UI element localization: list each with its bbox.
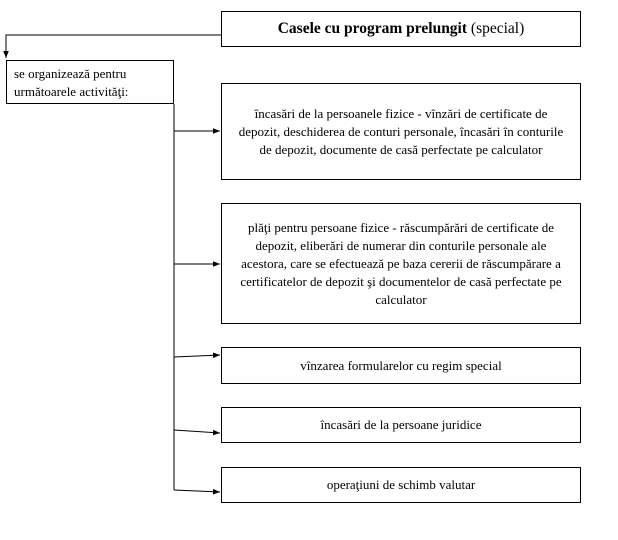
activity-text-2: plăţi pentru persoane fizice - răscumpărări de certificate de depozit, eliberări de numerar din conturile personale ale acestora, care se efectuează pe baza cererii de răscumpărare a certificatelor de depozit şi documentelor de casă perfectate pe calculator [240,219,562,307]
branch-arrow-3 [174,355,220,357]
activity-box-4 [221,407,581,443]
branch-arrow-4 [174,430,220,433]
title-bold: Casele cu program prelungit [277,20,468,37]
activity-text-1: încasări de la persoanele fizice - vînzări de certificate de depozit, deschiderea de conturi personale, încasări în conturile de depozit, documente de casă perfectate pe calculator [238,105,564,157]
activity-text-3: vînzarea formularelor cu regim special [300,357,502,373]
title-rest: (special) [467,20,525,37]
title-box [221,11,581,47]
title-text [278,20,525,38]
activity-box-5 [221,467,581,503]
branch-arrow-5 [174,490,220,492]
intro-text: se organizează pentru următoarele activităţi: [14,66,129,99]
activity-box-3 [221,347,581,384]
activity-text-4: încasări de la persoane juridice [320,417,482,432]
intro-box [6,60,174,104]
activity-text-5: operaţiuni de schimb valutar [326,477,476,492]
activity-box-1 [221,83,581,180]
title-to-intro-arrow [6,35,221,58]
activity-box-2 [221,203,581,324]
